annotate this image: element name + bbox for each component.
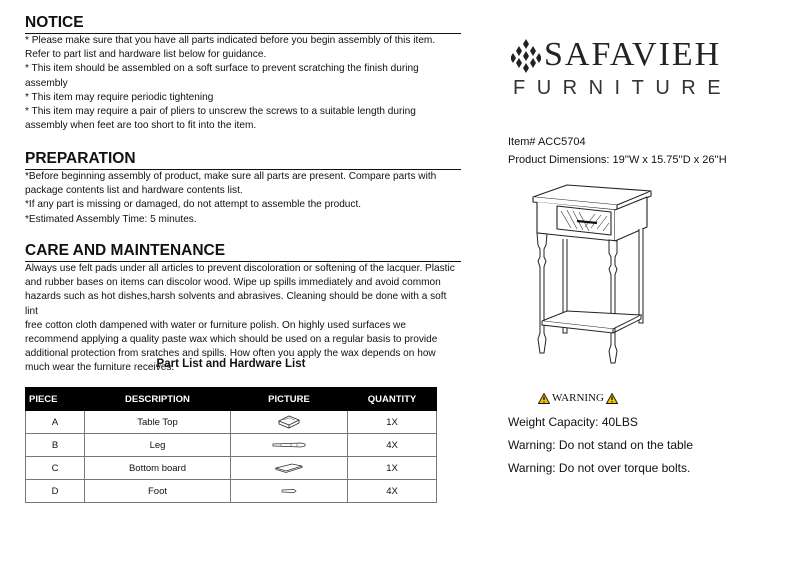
preparation-heading: PREPARATION [25,150,461,170]
piece-cell: B [26,434,85,457]
piece-cell: D [26,480,85,503]
bottom-board-icon [274,462,304,474]
header-picture: PICTURE [231,388,348,411]
piece-cell: C [26,457,85,480]
parts-table-title: Part List and Hardware List [156,358,306,370]
warning-triangle-icon [538,393,550,404]
table-row [26,411,437,434]
piece-cell: A [26,411,85,434]
description-cell: Bottom board [85,457,231,480]
picture-cell [231,411,348,434]
brand-emblem-icon [511,39,541,73]
care-section [25,242,461,376]
brand-subtitle: FURNITURE [513,77,733,99]
notice-line: * This item may require a pair of pliers to unscrew the screws to a suitable length during [25,106,416,118]
header-quantity: QUANTITY [348,388,437,411]
preparation-line: *If any part is missing or damaged, do not attempt to assemble the product. [25,199,362,211]
item-number: Item# ACC5704 [508,136,586,148]
notice-line: * Please make sure that you have all parts indicated before you begin assembly of this item. [25,35,436,46]
care-line: hazards such as hot dishes,harsh solvents and abrasives. Cleaning should be done with a soft lint [25,291,447,317]
quantity-cell: 1X [348,457,437,480]
product-dimensions: Product Dimensions: 19''W x 15.75''D x 26''H [508,154,727,166]
table-row [26,434,437,457]
parts-table-header [26,388,437,411]
warning-line: Warning: Do not over torque bolts. [508,461,691,475]
care-line: recommend applying a quality paste wax which should be used on a regular basis to provide [25,334,438,346]
notice-heading: NOTICE [25,14,461,34]
description-cell: Leg [85,434,231,457]
preparation-line: *Estimated Assembly Time: 5 minutes. [25,213,197,225]
preparation-line: *Before beginning assembly of product, make sure all parts are present. Compare parts with [25,171,437,182]
header-piece: PIECE [26,388,85,411]
preparation-line: package contents list and hardware contents list. [25,185,243,197]
quantity-cell: 4X [348,480,437,503]
picture-cell [231,434,348,457]
header-description: DESCRIPTION [85,388,231,411]
notice-line: assembly when feet are too short to fit into the item. [25,120,257,132]
picture-cell [231,480,348,503]
warning-text: WARNING [552,392,604,404]
quantity-cell: 1X [348,411,437,434]
warning-triangle-icon [606,393,618,404]
item-info [508,133,727,169]
parts-table [25,387,437,503]
picture-cell [231,457,348,480]
notice-section [25,14,461,133]
care-line: and rubber bases on items can discolor wood. Wipe up spills immediately and avoid common [25,277,441,289]
care-heading: CARE AND MAINTENANCE [25,242,461,262]
care-line: much wear the furniture receives. [25,362,175,374]
care-line: Always use felt pads under all articles to prevent discoloration or softening of the lacquer. Plastic [25,263,455,274]
description-cell: Table Top [85,411,231,434]
notice-line: assembly [25,77,68,89]
care-line: free cotton cloth dampened with water or furniture polish. On highly used surfaces we [25,319,406,331]
notice-line: * This item should be assembled on a soft surface to prevent scratching the finish during [25,63,419,75]
foot-icon [280,487,298,495]
brand-name: SAFAVIEH [544,36,722,73]
weight-capacity: Weight Capacity: 40LBS [508,415,638,429]
side-table-illustration [523,183,658,373]
table-top-icon [277,414,301,430]
care-line: additional protection from sratches and spills. How often you apply the wax depends on how [25,348,436,360]
quantity-cell: 4X [348,434,437,457]
table-row [26,480,437,503]
warning-line: Warning: Do not stand on the table [508,438,694,452]
leg-icon [271,440,307,450]
notice-line: * This item may require periodic tightening [25,91,214,103]
warning-list [508,411,693,480]
description-cell: Foot [85,480,231,503]
table-row [26,457,437,480]
notice-line: Refer to part list and hardware list below for guidance. [25,49,267,61]
preparation-section [25,150,461,227]
warning-label [538,392,618,404]
